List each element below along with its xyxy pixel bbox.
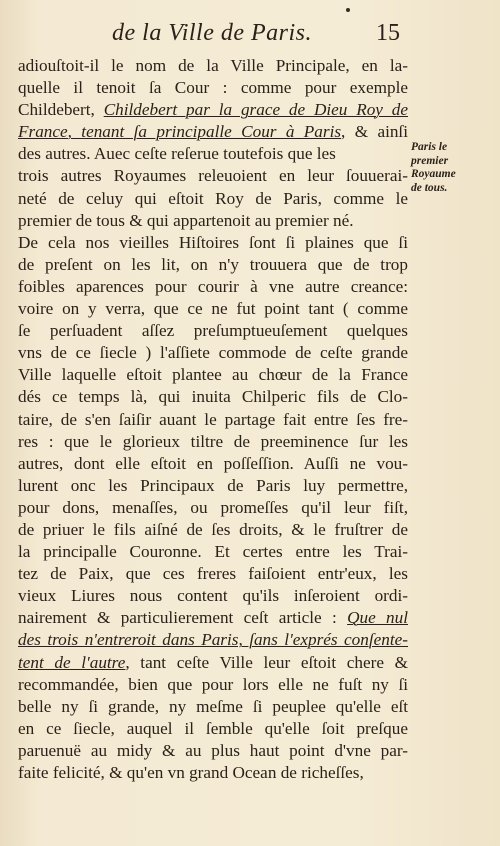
page-number: 15 <box>376 20 400 46</box>
text-line: des trois n'entreroit dans Paris, ſans l'exprés conſente- <box>18 630 408 650</box>
text-line: Ville laquelle eſtoit plantee au chœur de la France <box>18 365 408 385</box>
text-line: tez de Paix, que ces freres faiſoient entr'eux, les <box>18 564 408 584</box>
text-line: premier de tous & qui appartenoit au premier né. <box>18 210 354 230</box>
text-line: Childebert, Childebert par la grace de Dieu Roy de <box>18 100 408 120</box>
text-line: neté de celuy qui eſtoit Roy de Paris, comme le <box>18 188 408 208</box>
text-line: de preſent on les lit, on n'y trouuera que de trop <box>18 254 408 274</box>
marginal-note-line: Royaume <box>411 168 456 180</box>
text-line: belle ny ſi grande, ny meſme ſi peuplee qu'elle eſt <box>18 696 408 716</box>
text-line: De cela nos vieilles Hiſtoires ſont ſi plaines que ſi <box>18 232 408 252</box>
text-line: France, tenant ſa principalle Cour à Paris, & ainſi <box>18 122 408 142</box>
body-text <box>18 55 408 784</box>
text-line: autres, dont elle eſtoit en poſſeſſion. Auſſi ne vou- <box>18 453 408 473</box>
text-line: la principalle Couronne. Et certes entre les Trai- <box>18 542 408 562</box>
text-line: adiouſtoit-il le nom de la Ville Principale, en la- <box>18 56 408 75</box>
marginal-note <box>411 141 483 195</box>
marginal-note-line: premier <box>411 154 449 167</box>
text-line: res : que le glorieux tiltre de preeminence ſur les <box>18 431 408 451</box>
text-line: tent de l'autre, tant ceſte Ville leur eſtoit chere & <box>18 652 408 672</box>
text-line: lurent onc les Principaux de Paris luy permettre, <box>18 475 408 495</box>
text-line: ſe perſuadent aſſez preſumptueuſement quelques <box>18 321 408 341</box>
text-line: recommandée, bien que pour lors elle ne fuſt ny ſi <box>18 674 408 694</box>
marginal-note-line: de tous. <box>411 181 448 194</box>
text-line: taire, de s'en ſaiſir auant le partage fait entre ſes fre- <box>18 409 408 429</box>
text-line: foibles aparences pour courir à vne autre creance: <box>18 276 408 296</box>
text-line: dés ce temps là, qui inuita Chilperic fils de Clo- <box>18 387 408 407</box>
ink-speck <box>346 8 350 12</box>
text-line: faite felicité, & qu'en vn grand Ocean de richeſſes, <box>18 763 364 782</box>
text-line: de priuer le fils aiſné de ſes droits, & le fruſtrer de <box>18 519 408 539</box>
text-line: quelle il tenoit ſa Cour : comme pour exemple <box>18 78 408 98</box>
running-title: de la Ville de Paris. <box>112 20 313 46</box>
text-line: vns de ce ſiecle ) l'aſſiete commode de ceſte grande <box>18 343 408 363</box>
marginal-note-line: Paris le <box>411 141 448 153</box>
text-line: vieux Liures nous content qu'ils inſeroient ordi- <box>18 586 408 606</box>
text-line: nairement & particulierement ceſt article : Que nul <box>18 608 408 628</box>
text-line: en ce ſiecle, auquel il ſemble qu'elle ſoit preſque <box>18 718 408 738</box>
text-line: paruenuë au midy & au plus haut point d'vne par- <box>18 740 408 760</box>
text-line: pour dons, menaſſes, ou promeſſes qu'il leur fiſt, <box>18 497 408 517</box>
text-line: trois autres Royaumes releuoient en leur ſouuerai- <box>18 166 408 186</box>
text-line: des autres. Auec ceſte reſerue toutefois que les <box>18 144 336 164</box>
text-line: voire on y verra, que ce ne fut point tant ( comme <box>18 299 408 319</box>
